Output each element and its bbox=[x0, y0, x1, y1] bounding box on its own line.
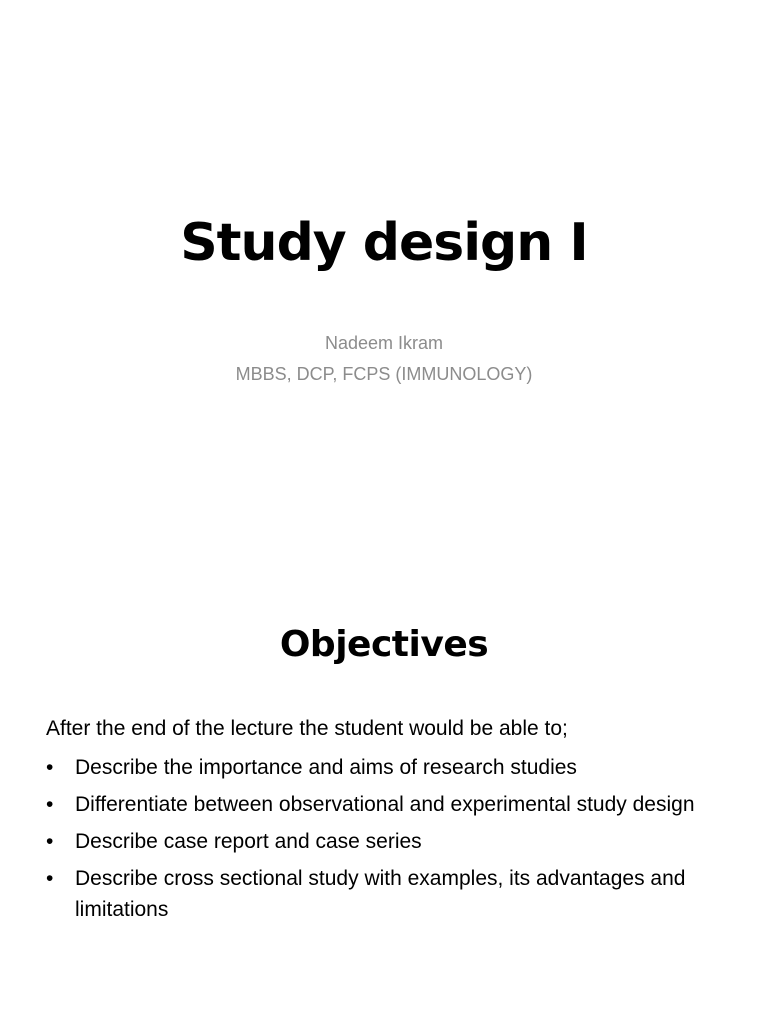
list-item bbox=[46, 789, 726, 820]
author-credentials: MBBS, DCP, FCPS (IMMUNOLOGY) bbox=[235, 364, 533, 384]
bullet-icon: • bbox=[46, 830, 54, 853]
list-item bbox=[46, 863, 726, 925]
list-item bbox=[46, 752, 726, 783]
bullet-icon: • bbox=[46, 793, 54, 816]
slide-title: Study design I bbox=[180, 213, 588, 273]
list-item-text: Describe cross sectional study with examples, its advantages and limitations bbox=[75, 867, 686, 921]
objectives-list bbox=[46, 752, 726, 931]
objectives-intro: After the end of the lecture the student would be able to; bbox=[46, 717, 568, 740]
bullet-icon: • bbox=[46, 756, 54, 779]
list-item-text: Describe the importance and aims of research studies bbox=[75, 756, 577, 779]
list-item bbox=[46, 826, 726, 857]
list-item-text: Describe case report and case series bbox=[75, 830, 422, 853]
list-item-text: Differentiate between observational and experimental study design bbox=[75, 793, 695, 816]
author-name: Nadeem Ikram bbox=[324, 333, 444, 353]
objectives-slide bbox=[0, 512, 768, 1024]
bullet-icon: • bbox=[46, 867, 54, 890]
objectives-title: Objectives bbox=[279, 624, 489, 665]
